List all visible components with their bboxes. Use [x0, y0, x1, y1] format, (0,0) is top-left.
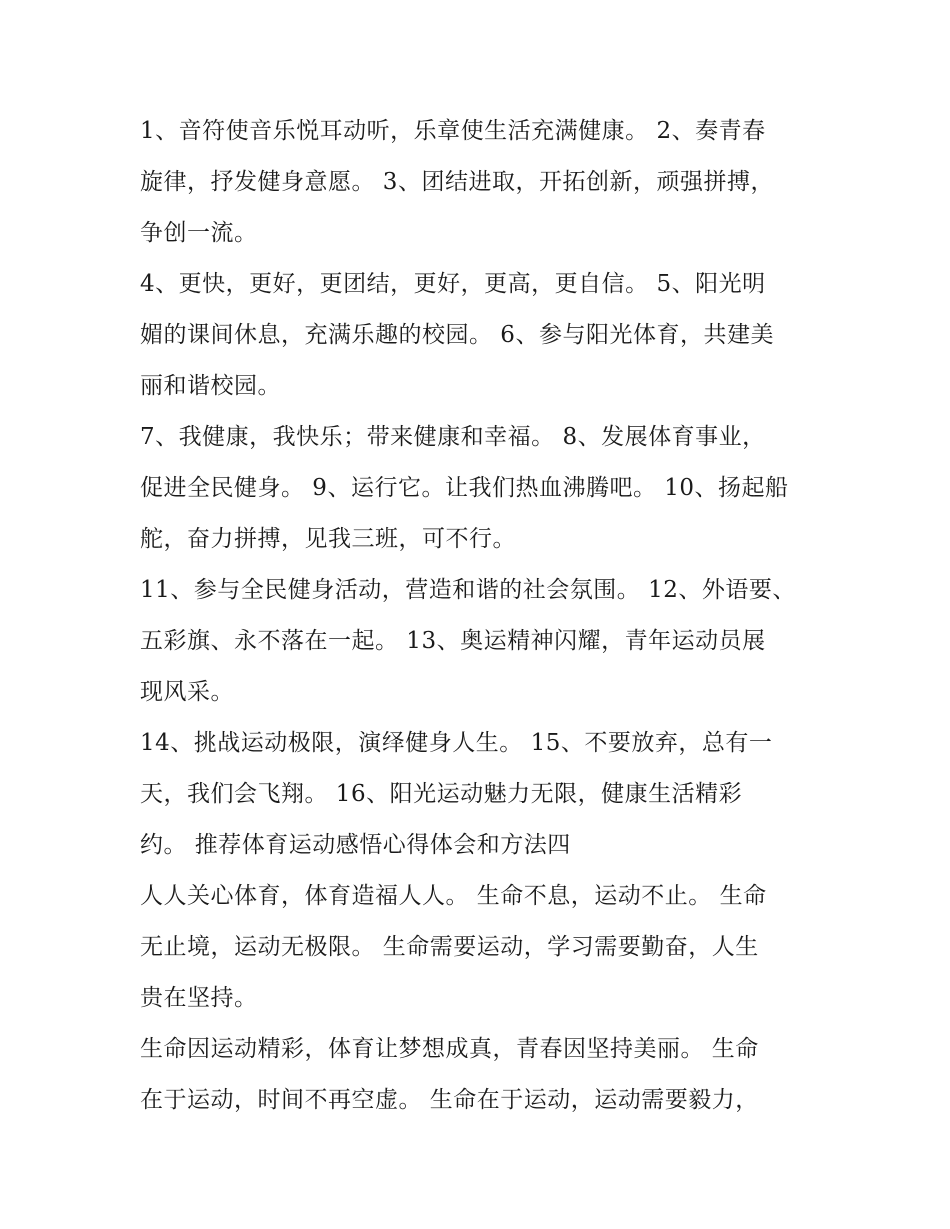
paragraph-6: [140, 871, 820, 1024]
paragraph-5: [140, 718, 820, 871]
paragraph-7: [140, 1024, 820, 1126]
document-body: [140, 106, 820, 1126]
paragraph-3: [140, 412, 820, 565]
paragraph-2: [140, 259, 820, 412]
text-line: 旋律，抒发健身意愿。 3、团结进取，开拓创新，顽强拼搏，: [140, 169, 774, 195]
text-line: 7、我健康，我快乐；带来健康和幸福。 8、发展体育事业，: [140, 424, 766, 450]
text-line: 现风采。: [140, 679, 234, 705]
text-line: 约。 推荐体育运动感悟心得体会和方法四: [140, 832, 571, 858]
text-line: 1、音符使音乐悦耳动听，乐章使生活充满健康。 2、奏青春: [140, 118, 766, 144]
paragraph-1: [140, 106, 820, 259]
text-line: 争创一流。: [140, 220, 258, 246]
text-line: 促进全民健身。 9、运行它。让我们热血沸腾吧。 10、扬起船: [140, 475, 789, 501]
text-line: 贵在坚持。: [140, 985, 258, 1011]
text-line: 媚的课间休息，充满乐趣的校园。 6、参与阳光体育，共建美: [140, 322, 774, 348]
text-line: 生命因运动精彩，体育让梦想成真，青春因坚持美丽。 生命: [140, 1036, 759, 1062]
text-line: 4、更快，更好，更团结，更好，更高，更自信。 5、阳光明: [140, 271, 766, 297]
text-line: 天，我们会飞翔。 16、阳光运动魅力无限，健康生活精彩: [140, 781, 743, 807]
text-line: 14、挑战运动极限，演绎健身人生。 15、不要放弃，总有一: [140, 730, 773, 756]
text-line: 丽和谐校园。: [140, 373, 281, 399]
text-line: 人人关心体育，体育造福人人。 生命不息，运动不止。 生命: [140, 883, 767, 909]
paragraph-4: [140, 565, 820, 718]
text-line: 11、参与全民健身活动，营造和谐的社会氛围。 12、外语要、: [140, 577, 796, 603]
text-line: 五彩旗、永不落在一起。 13、奥运精神闪耀，青年运动员展: [140, 628, 766, 654]
text-line: 舵，奋力拼搏，见我三班，可不行。: [140, 526, 516, 552]
text-line: 无止境，运动无极限。 生命需要运动，学习需要勤奋，人生: [140, 934, 759, 960]
text-line: 在于运动，时间不再空虚。 生命在于运动，运动需要毅力，: [140, 1087, 759, 1113]
